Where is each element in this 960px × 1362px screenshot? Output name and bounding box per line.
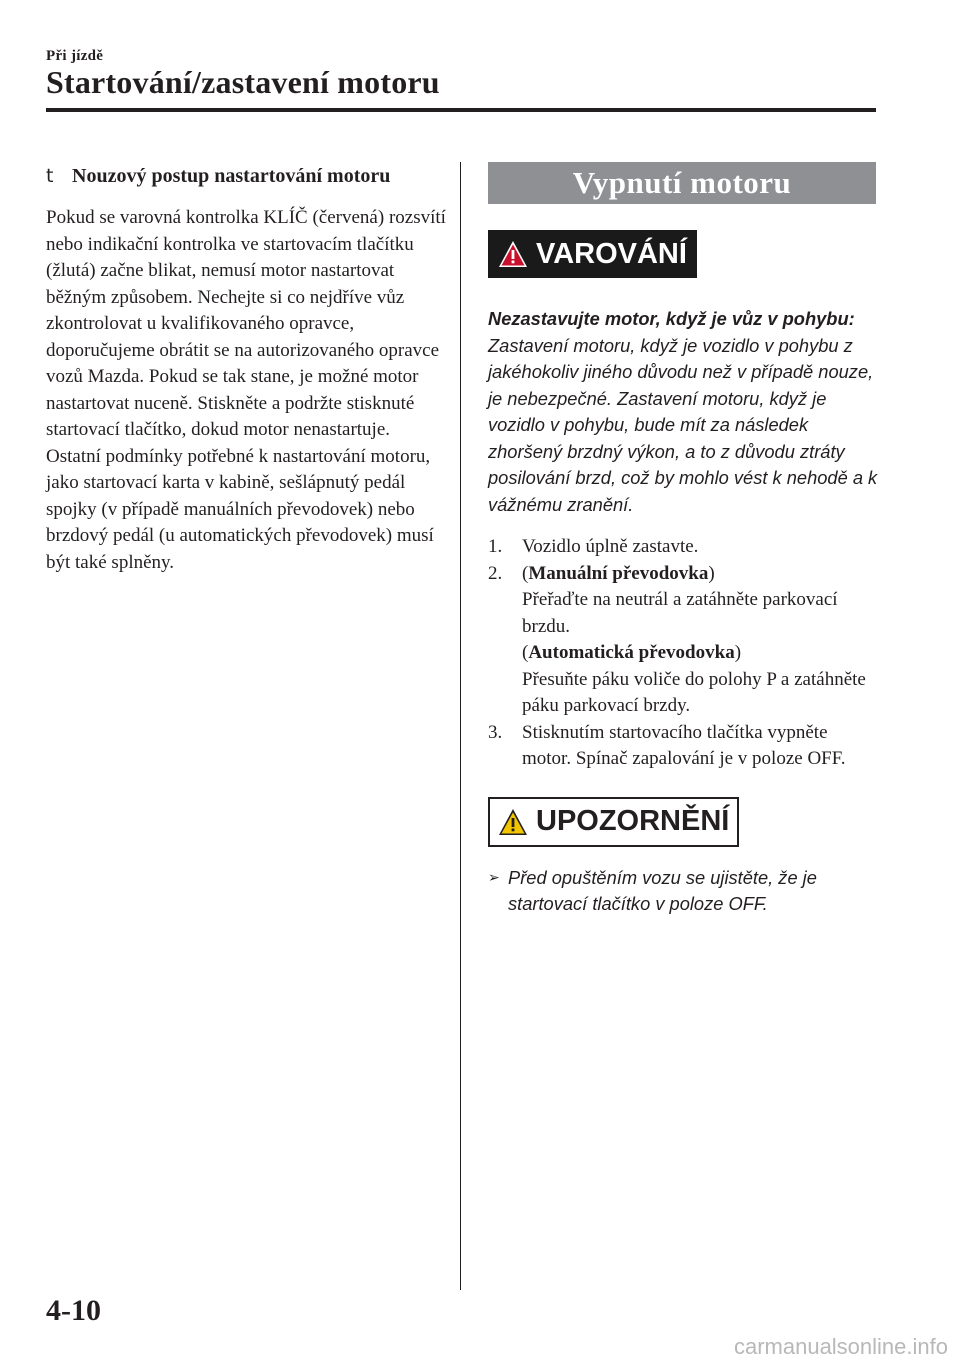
- emergency-start-heading-text: Nouzový postup nastartování motoru: [72, 165, 391, 187]
- warning-body: Zastavení motoru, když je vozidlo v pohybu z jakéhokoliv jiného důvodu než v případě nouze, je nebezpečné. Zastavení motoru, když je vozidlo v pohybu, bude mít za následek zhoršený brzdný výkon, a to z důvodu ztráty posilování brzd, což by mohlo vést k nehodě a k vážnému zranění.: [488, 334, 878, 515]
- right-column: [488, 162, 878, 918]
- automatic-transmission-label: (Automatická převodovka): [522, 642, 742, 663]
- step-text: Stisknutím startovacího tlačítka vypněte motor. Spínač zapalování je v poloze OFF.: [522, 721, 846, 769]
- page-number: 4-10: [46, 1294, 101, 1327]
- caution-label-text: UPOZORNĚNÍ: [536, 805, 730, 837]
- page-title: Startování/zastavení motoru: [46, 64, 440, 100]
- step-number: 2.: [488, 562, 503, 584]
- emergency-start-body: Pokud se varovná kontrolka KLÍČ (červená) rozsvítí nebo indikační kontrolka ve startovacím tlačítku (žlutá) začne blikat, nemusí motor nastartovat běžným způsobem. Nechejte si co nejdříve vůz zkontrolovat u kvalifikovaného opravce, doporučujeme obrátit se na autorizovaného opravce vozů Mazda. Pokud se tak stane, je možné motor nastartovat nuceně. Stiskněte a podržte stisknuté startovací tlačítko, dokud motor nenastartuje. Ostatní podmínky potřebné k nastartování motoru, jako startovací karta v kabině, sešlápnutý pedál spojky (v případě manuálních převodovek) nebo brzdový pedál (u automatických převodovek) musí být také splněny.: [46, 207, 446, 573]
- step-1: [488, 534, 878, 561]
- warning-label: [488, 230, 697, 278]
- stop-steps: [488, 534, 878, 773]
- column-divider: [460, 162, 461, 1290]
- caution-text: [488, 865, 878, 918]
- step-number: 3.: [488, 721, 503, 743]
- watermark: carmanualsonline.info: [733, 1334, 948, 1359]
- manual-transmission-label: (Manuální převodovka): [522, 562, 715, 584]
- section-label: Při jízdě: [46, 48, 104, 64]
- warning-lead: Nezastavujte motor, když je vůz v pohybu:: [488, 308, 855, 329]
- caution-label: [488, 797, 739, 847]
- step-2: [488, 561, 878, 720]
- bullet-glyph: t: [46, 165, 54, 187]
- warning-text: [488, 306, 878, 518]
- automatic-transmission-text: Přesuňte páku voliče do polohy P a zatáhněte páku parkovací brzdy.: [522, 668, 866, 716]
- header-rule: [46, 108, 876, 112]
- emergency-start-heading: [46, 162, 446, 191]
- caution-body: Před opuštěním vozu se ujistěte, že je startovací tlačítko v poloze OFF.: [508, 866, 817, 914]
- step-3: [488, 720, 878, 773]
- warning-triangle-icon: [498, 808, 528, 836]
- warning-triangle-icon: [498, 240, 528, 268]
- manual-transmission-text: Přeřaďte na neutrál a zatáhněte parkovací brzdu.: [522, 589, 838, 637]
- left-column: [46, 162, 446, 576]
- step-text: Vozidlo úplně zastavte.: [522, 536, 699, 557]
- step-number: 1.: [488, 536, 503, 557]
- warning-label-text: VAROVÁNÍ: [536, 237, 687, 270]
- section-banner: Vypnutí motoru: [488, 162, 876, 204]
- arrow-bullet-icon: ➢: [488, 869, 500, 886]
